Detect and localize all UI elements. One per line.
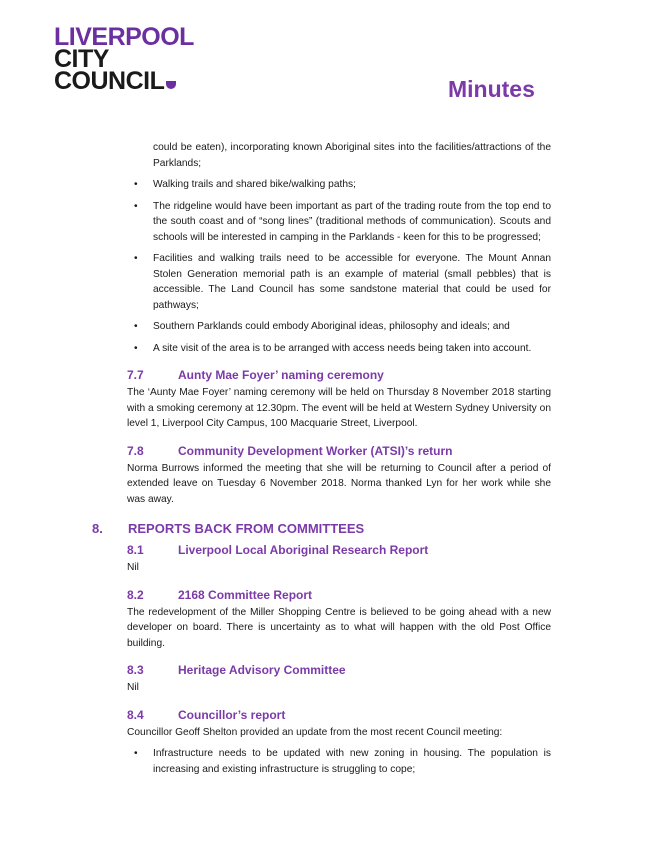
list-item-text: A site visit of the area is to be arranged with access needs being taken into account. <box>153 342 532 354</box>
item-8-4-body: Councillor Geoff Shelton provided an update from the most recent Council meeting: <box>127 726 503 738</box>
bullet-icon: • <box>134 179 138 190</box>
item-8-2-body: The redevelopment of the Miller Shopping Centre is believed to be going ahead with a new developer on board. There is uncertainty as to what will happen with the old Post Office building. <box>127 606 551 649</box>
item-7-7-heading <box>127 368 652 383</box>
item-8-3-heading <box>127 663 652 678</box>
list-item-text: Infrastructure needs to be updated with new zoning in housing. The population is increasing and existing infrastructure is struggling to cope; <box>153 748 551 775</box>
list-item <box>0 251 551 313</box>
item-number: 7.8 <box>127 443 144 458</box>
section-title: REPORTS BACK FROM COMMITTEES <box>128 521 365 536</box>
document-type-title: Minutes <box>448 76 535 102</box>
logo-line-3: COUNCIL <box>54 67 165 95</box>
logo-line-3-row <box>54 67 194 95</box>
item-number: 7.7 <box>127 368 144 382</box>
council-logo <box>54 23 194 95</box>
item-8-1-heading <box>127 543 652 558</box>
item-title: Councillor’s report <box>178 707 286 722</box>
item-title: Heritage Advisory Committee <box>178 663 346 677</box>
item-8-1-body: Nil <box>127 562 139 573</box>
item-title: Aunty Mae Foyer’ naming ceremony <box>178 368 384 382</box>
item-title: Community Development Worker (ATSI)’s return <box>178 443 453 458</box>
list-item <box>0 199 551 246</box>
continued-bullet-text: could be eaten), incorporating known Aboriginal sites into the facilities/attractions of the Parklands; <box>153 142 551 169</box>
item-7-7-body: The ‘Aunty Mae Foyer’ naming ceremony will be held on Thursday 8 November 2018 starting with a smoking ceremony at 12.30pm. The event will be held at Western Sydney University on level 1, Liverpool City Campus, 100 Macquarie Street, Liverpool. <box>127 387 551 429</box>
list-item <box>0 319 551 335</box>
list-item-text: The ridgeline would have been important as part of the trading route from the top end to the south coast and of “song lines” (traditional methods of communication). Scouts and schools will be interested in camping in the Parklands - keen for this to be progressed; <box>153 200 551 243</box>
intro-bullet-list <box>0 177 652 356</box>
item-7-8-body: Norma Burrows informed the meeting that she will be returning to Council after a period of extended leave on Tuesday 6 November 2018. Norma thanked Lyn for her work while she was away. <box>127 462 551 505</box>
logo-line-1: LIVERPOOL <box>54 23 194 51</box>
list-item <box>0 746 551 777</box>
bullet-icon: • <box>134 342 138 354</box>
item-8-3-body: Nil <box>127 682 139 693</box>
councillor-report-bullet-list <box>0 746 652 777</box>
bullet-icon: • <box>134 253 138 264</box>
item-number: 8.2 <box>127 587 144 602</box>
section-8-heading <box>92 521 652 537</box>
list-item <box>0 341 551 357</box>
item-title: Liverpool Local Aboriginal Research Report <box>178 543 429 557</box>
item-number: 8.3 <box>127 663 144 677</box>
heart-icon <box>166 81 176 89</box>
logo-line-2: CITY <box>54 45 109 73</box>
item-number: 8.4 <box>127 707 144 722</box>
item-7-8-heading <box>127 444 652 459</box>
bullet-icon: • <box>134 321 138 332</box>
bullet-icon: • <box>134 200 138 212</box>
document-body <box>0 140 652 783</box>
list-item-text: Facilities and walking trails need to be accessible for everyone. The Mount Annan Stolen Generation memorial path is an example of material (small pebbles) that is accessible. The Land Council has some sandstone material that could be used for pathways; <box>153 253 551 311</box>
bullet-icon: • <box>134 748 138 759</box>
item-number: 8.1 <box>127 543 144 557</box>
list-item-text: Walking trails and shared bike/walking paths; <box>153 179 356 190</box>
list-item-text: Southern Parklands could embody Aboriginal ideas, philosophy and ideals; and <box>153 321 510 332</box>
item-title: 2168 Committee Report <box>178 587 313 602</box>
item-8-2-heading <box>127 588 652 603</box>
list-item <box>0 177 551 193</box>
item-8-4-heading <box>127 708 652 723</box>
section-number: 8. <box>92 521 103 536</box>
